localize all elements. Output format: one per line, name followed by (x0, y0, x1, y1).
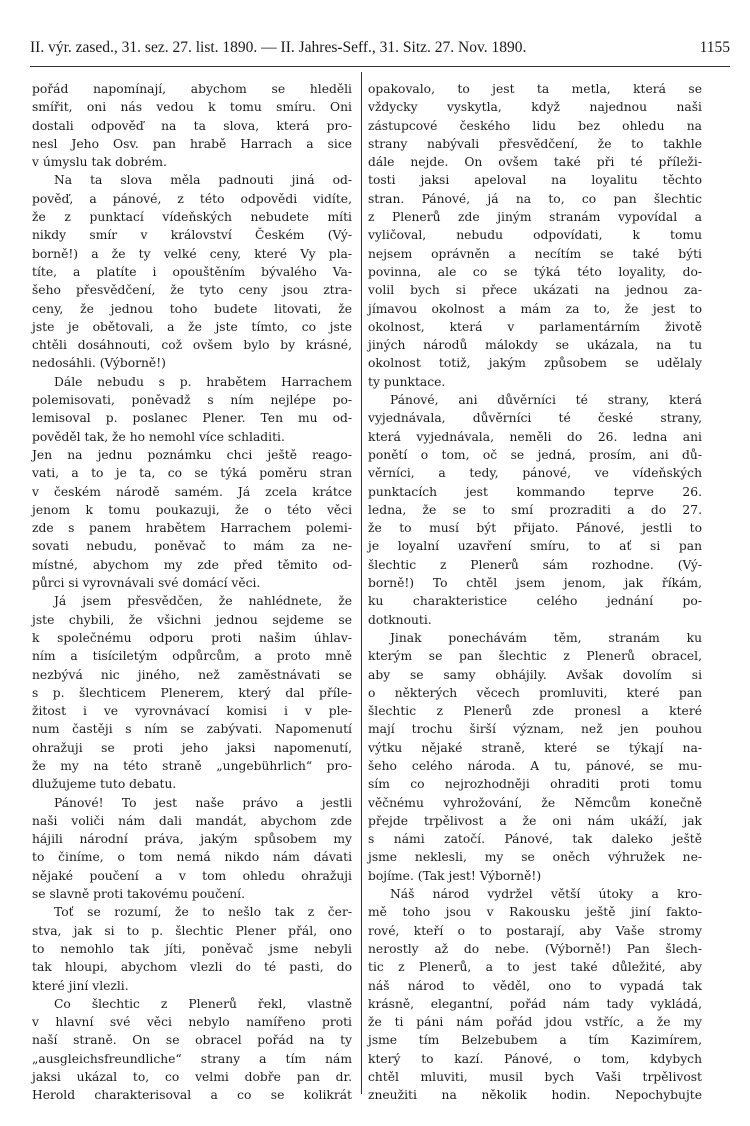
text-line: ku charakteristice celého jednání po- (368, 594, 702, 609)
text-line: nějaké poučení a v tom ohledu ohražuji (32, 868, 352, 883)
text-line: místné, abychom my zde před těmito od- (32, 557, 352, 572)
text-line: která vyjednávala, neměli do 26. ledna ani (368, 429, 702, 444)
text-line: z Plenerů zde jiným stranám vypovídal a (368, 210, 702, 225)
text-line: rové, kteří o to postarají, aby Vaše stromy (368, 923, 702, 938)
text-line: Dále nebudu s p. hrabětem Harrachem (54, 374, 352, 389)
text-line: v úmyslu tak dobrém. (32, 155, 167, 170)
text-line: že z punktací vídeňských nebudete míti (32, 210, 352, 225)
text-line: stva, jak si to p. šlechtic Plener přál, ono (32, 923, 352, 938)
text-line: že ti páni nám pořád jdou vstříc, a že my (368, 1015, 702, 1030)
text-line: je loyalní uzavření smíru, to ať si pan (368, 539, 702, 554)
text-line: dostali odpověď na ta slova, která pro- (32, 118, 352, 133)
text-line: zneužiti na několik hodin. Nepochybujte (368, 1088, 702, 1103)
text-line: žitost i ve vyrovnávací komisi i v ple- (32, 704, 352, 719)
text-line: jsme tím Belzebubem a tím Kazimírem, (368, 1033, 702, 1048)
text-line: s p. šlechticem Plenerem, který dal příle- (32, 685, 352, 700)
text-line: jaksi ukázal to, co velmi dobře pan dr. (32, 1070, 352, 1085)
text-line: lemisoval p. poslanec Plener. Ten mu od- (32, 411, 352, 426)
text-line: ním a tisíciletým odpůrcům, a proto mně (32, 649, 352, 664)
text-line: okolnost, která v parlamentárním životě (368, 319, 702, 334)
text-line: tic z Plenerů, a to jest také důležité, aby (368, 960, 702, 975)
text-line: Já jsem přesvědčen, že nahlédnete, že (54, 594, 352, 609)
text-line: naši voliči nám dali mandát, abychom zde (32, 813, 352, 828)
text-line: šeho přesvědčení, že tyto ceny jsou ztra- (32, 283, 352, 298)
header-session-info: II. výr. zased., 31. sez. 27. list. 1890. — II. Jahres-Seff., 31. Sitz. 27. Nov. 1890. (30, 39, 527, 56)
text-line: ceny, že jednou toho budete litovati, že (32, 301, 352, 316)
text-line: aby se samy obhájily. Avšak dovolím si (368, 667, 702, 682)
text-line: Jen na jednu poznámku chci ještě reago- (32, 447, 352, 462)
text-line: smířit, oni nás vedou k tomu smíru. Oni (32, 100, 352, 115)
text-line: hájili národní práva, jakým spůsobem my (32, 832, 352, 847)
page-number: 1155 (699, 39, 730, 56)
text-line: jímavou okolnost a mám za to, že jest to (368, 301, 702, 316)
text-line: naší straně. On se obracel pořád na ty (32, 1033, 352, 1048)
text-line: v českém národě samém. Já zcela krátce (32, 484, 352, 499)
text-line: pořád napomínají, abychom se hleděli (32, 82, 352, 96)
text-line: dále nejde. On ovšem také při té příleži- (368, 155, 702, 170)
text-line: opakovalo, to jest ta metla, která se (368, 82, 702, 96)
text-line: punktacích jest kommando teprve 26. (368, 484, 702, 499)
text-line: který to kazí. Pánové, o tom, kdybych (368, 1051, 702, 1066)
text-line: o některých věcech promluviti, které pan (368, 685, 702, 700)
text-line: v hlavní své věci nebylo namířeno proti (32, 1015, 352, 1030)
text-line: ty punktace. (368, 374, 446, 389)
text-line: přejde trpělivost a že oni nám ukáží, jak (368, 813, 702, 828)
text-line: Jinak ponechávám těm, stranám ku (390, 630, 702, 645)
text-line: „ausgleichsfreundliche“ strany a tím nám (32, 1051, 352, 1066)
text-line: títe, a platíte i opouštěním bývalého Va- (32, 264, 352, 279)
text-line: šlechtic z Plenerů sám rozhodne. (Vý- (368, 557, 702, 572)
text-line: dotknouti. (368, 612, 432, 627)
text-line: sovati nebudu, poněvač to mám za ne- (32, 539, 352, 554)
text-line: nedosáhli. (Výborně!) (32, 356, 166, 371)
text-line: nesl Jeho Osv. pan hrabě Harrach a sice (32, 136, 352, 151)
text-line: pověděl tak, že ho nemohl více schladiti. (32, 429, 285, 444)
text-line: stran. Pánové, já na to, co pan šlechtic (368, 191, 702, 206)
text-line: Herold charakterisoval a co se kolikrát (32, 1088, 352, 1103)
text-line: tosti jaksi apeloval na loyalitu těchto (368, 173, 702, 188)
text-line: borně!) a že ty velké ceny, které Vy pla- (32, 246, 352, 261)
text-line: věčnému vyhrožování, že Němcům konečně (368, 795, 702, 810)
text-line: povinna, ale co se týká této loyality, do- (368, 264, 702, 279)
text-line: vyjednávala, důvěrníci té české strany, (368, 411, 702, 426)
text-line: Náš národ vydržel větší útoky a kro- (390, 887, 702, 902)
text-line: s námi zatočí. Pánové, tak daleko ještě (368, 832, 702, 847)
text-line: Pánové! To jest naše právo a jestli (54, 795, 352, 810)
text-line: zástupcové českého lidu bez ohledu na (368, 118, 702, 133)
text-line: že to musí být přijato. Pánové, jestli to (368, 521, 702, 536)
text-line: jiných národů málokdy se ukázala, na tu (368, 338, 702, 353)
text-line: mají trochu širší význam, než jen pouhou (368, 722, 702, 737)
text-line: sím co nejrozhodněji ohraditi proti tomu (368, 777, 702, 792)
text-line: které jiní vlezli. (32, 978, 129, 993)
text-line: vždycky vyskytla, když najednou naši (368, 100, 702, 115)
text-line: že my na této straně „ungebührlich“ pro- (32, 758, 352, 773)
text-line: nejsem oprávněn a necítím se také býti (368, 246, 702, 261)
text-line: tak hloupi, abychom vlezli do té pasti, do (32, 960, 352, 975)
text-line: se slavně proti takovému poučení. (32, 887, 246, 902)
text-line: to nemohlo tak jíti, poněvač jsme nebyli (32, 941, 352, 956)
text-line: borně!) To chtěl jsem jenom, jak říkám, (368, 576, 702, 591)
text-line: krásně, elegantní, pořád nám tady vykládá, (368, 996, 702, 1011)
text-line: Co šlechtic z Plenerů řekl, vlastně (54, 996, 352, 1011)
text-line: ohražuji se proti jeho jaksi napomenutí, (32, 740, 352, 755)
text-line: výtku nějaké straně, které se týkají na- (368, 740, 702, 755)
text-line: dlužujeme tuto debatu. (32, 777, 177, 792)
text-line: polemisovati, poněvadž s ním nejlépe po- (32, 393, 352, 408)
text-line: náš národ to věděl, ono to vypadá tak (368, 978, 702, 993)
text-line: mě toho jsou v Rakousku ještě jiní fakto- (368, 905, 702, 920)
text-line: nikdy smír v království Českém (Vý- (32, 228, 352, 243)
text-line: nezbývá nic jiného, než zaměstnávati se (32, 667, 352, 682)
text-line: jenom k tomu poukazuji, že o této věci (32, 502, 352, 517)
text-line: nerostly až do nebe. (Výborně!) Pan šlech- (368, 941, 702, 956)
text-line: kterým se pan šlechtic z Plenerů obracel, (368, 649, 702, 664)
text-line: chtěli dosáhnouti, což ovšem bylo by krásné, (32, 338, 352, 353)
text-line: jsme neklesli, my se oněch výhružek ne- (368, 850, 702, 865)
running-header (30, 38, 730, 58)
text-line: vati, a to je ta, co se týká poměru stran (32, 466, 352, 481)
column-divider (361, 72, 362, 1094)
text-line: bojíme. (Tak jest! Výborně!) (368, 868, 542, 883)
text-line: věrníci, a tedy, pánové, ve vídeňských (368, 466, 702, 481)
text-line: strany nabývali přesvědčení, že to takhle (368, 136, 702, 151)
text-line: zde s panem hrabětem Harrachem polemi- (32, 521, 352, 536)
text-line: Na ta slova měla padnouti jiná od- (54, 173, 352, 188)
text-line: jste je obětovali, a že jste tímto, co jste (32, 319, 352, 334)
right-column (368, 80, 702, 1105)
text-line: to činíme, o tom nemá nikdo nám dávati (32, 850, 352, 865)
header-rule (30, 66, 730, 67)
text-line: k společnému odporu proti našim úhlav- (32, 630, 352, 645)
text-line: jste chybili, že všichni jednou sejdeme se (32, 612, 352, 627)
text-line: šeho celého národa. A tu, pánové, se mu- (368, 758, 702, 773)
left-column (32, 80, 352, 1105)
text-line: num častěji s ním se zabývati. Napomenutí (32, 722, 352, 737)
text-line: chtěl mluviti, musil bych Vaši trpělivost (368, 1070, 702, 1085)
text-line: okolnost totiž, jakým způsobem se udělaly (368, 356, 702, 371)
text-line: pověď, a pánové, z této odpovědi vidíte, (32, 191, 352, 206)
text-line: šlechtic z Plenerů zde pronesl a které (368, 704, 702, 719)
text-line: volil bych si přece ukázati na jednou za- (368, 283, 702, 298)
text-line: ledna, že se to smí prozraditi a do 27. (368, 502, 702, 517)
text-line: půrci si vyrovnávali své domácí věci. (32, 576, 261, 591)
text-line: ponětí o tom, oč se jedná, prosím, ani dů- (368, 447, 702, 462)
text-line: vyličoval, nebudu odpovídati, k tomu (368, 228, 702, 243)
text-line: Toť se rozumí, že to nešlo tak z čer- (54, 905, 352, 920)
text-line: Pánové, ani důvěrníci té strany, která (390, 393, 702, 408)
